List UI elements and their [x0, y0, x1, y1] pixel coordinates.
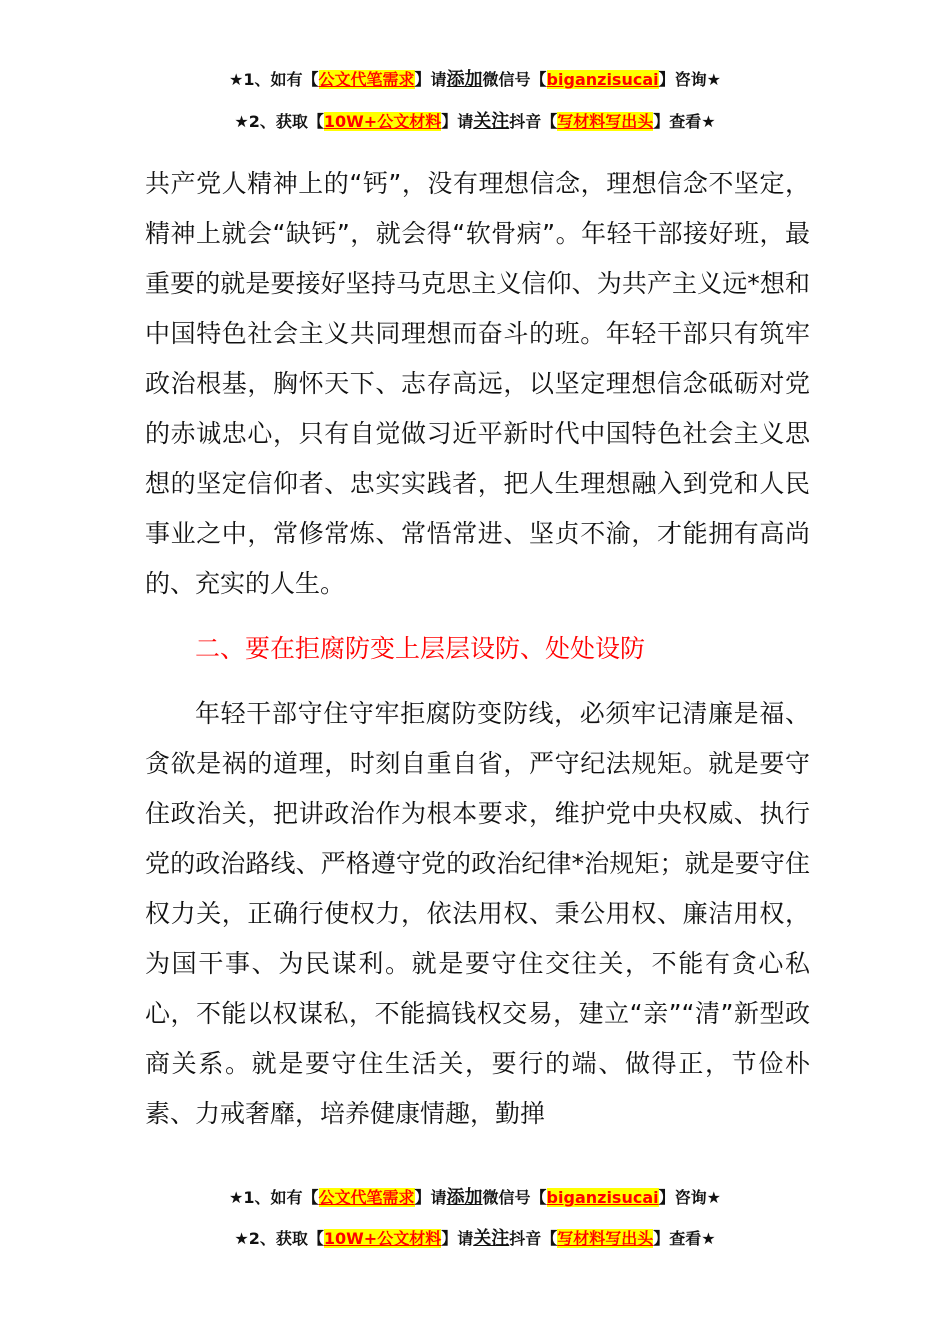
banner-underline-text: 添加 [446, 69, 483, 90]
banner-text: 】请 [441, 1229, 474, 1248]
banner-text: ★1、如有【 [229, 1188, 319, 1207]
banner-highlight: 10W+公文材料 [323, 1229, 442, 1248]
banner-text: 抖音【 [509, 1229, 558, 1248]
banner-underline-text: 关注 [473, 1228, 510, 1249]
banner-text: ★2、获取【 [234, 1229, 324, 1248]
banner-wechat-id: biganzisucai [546, 1188, 659, 1207]
banner-highlight: 公文代笔需求 [318, 1188, 415, 1207]
banner-text: 】查看★ [653, 1229, 716, 1248]
banner-text: 】请 [441, 112, 474, 131]
paragraph-text: 年轻干部守住守牢拒腐防变防线，必须牢记清廉是福、贪欲是祸的道理，时刻自重自省，严守纪法规矩。就是要守住政治关，把讲政治作为根本要求，维护党中央权威、执行党的政治路线、严格遵守党的政治纪律*治规矩；就是要守住权力关，正确行使权力，依法用权、秉公用权、廉洁用权，为国干事、为民谋利。就是要守住交往关，不能有贪心私心，不能以权谋私，不能搞钱权交易，建立“亲”“清”新型政商关系。就是要守住生活关，要行的端、做得正，节俭朴素、力戒奢靡，培养健康情趣，勤掸 [145, 699, 810, 1128]
banner-text: 】请 [414, 70, 447, 89]
banner-underline-text: 关注 [473, 111, 510, 132]
banner-text: 微信号【 [482, 70, 547, 89]
banner-underline-text: 添加 [446, 1187, 483, 1208]
header-banner-line-2 [0, 111, 950, 133]
banner-text: ★2、获取【 [234, 112, 324, 131]
banner-text: 】请 [414, 1188, 447, 1207]
paragraph-text: 共产党人精神上的“钙”，没有理想信念，理想信念不坚定，精神上就会“缺钙”，就会得“软骨病”。年轻干部接好班，最重要的就是要接好坚持马克思主义信仰、为共产主义远*想和中国特色社会主义共同理想而奋斗的班。年轻干部只有筑牢政治根基，胸怀天下、志存高远，以坚定理想信念砥砺对党的赤诚忠心，只有自觉做习近平新时代中国特色社会主义思想的坚定信仰者、忠实实践者，把人生理想融入到党和人民事业之中，常修常炼、常悟常进、坚贞不渝，才能拥有高尚的、充实的人生。 [145, 169, 810, 598]
banner-text: ★1、如有【 [229, 70, 319, 89]
banner-text: 微信号【 [482, 1188, 547, 1207]
section-heading-2: 二、要在拒腐防变上层层设防、处处设防 [195, 634, 646, 663]
body-paragraph-2 [145, 689, 810, 1139]
banner-text: 】咨询★ [658, 1188, 721, 1207]
banner-text: 】咨询★ [658, 70, 721, 89]
header-banner-line-1 [0, 69, 950, 91]
banner-douyin-account: 写材料写出头 [557, 112, 654, 131]
banner-highlight: 公文代笔需求 [318, 70, 415, 89]
banner-highlight: 10W+公文材料 [323, 112, 442, 131]
body-paragraph-1 [145, 159, 810, 609]
footer-banner-line-2 [0, 1228, 950, 1250]
banner-douyin-account: 写材料写出头 [557, 1229, 654, 1248]
banner-text: 抖音【 [509, 112, 558, 131]
footer-banner-line-1 [0, 1187, 950, 1209]
banner-wechat-id: biganzisucai [546, 70, 659, 89]
banner-text: 】查看★ [653, 112, 716, 131]
